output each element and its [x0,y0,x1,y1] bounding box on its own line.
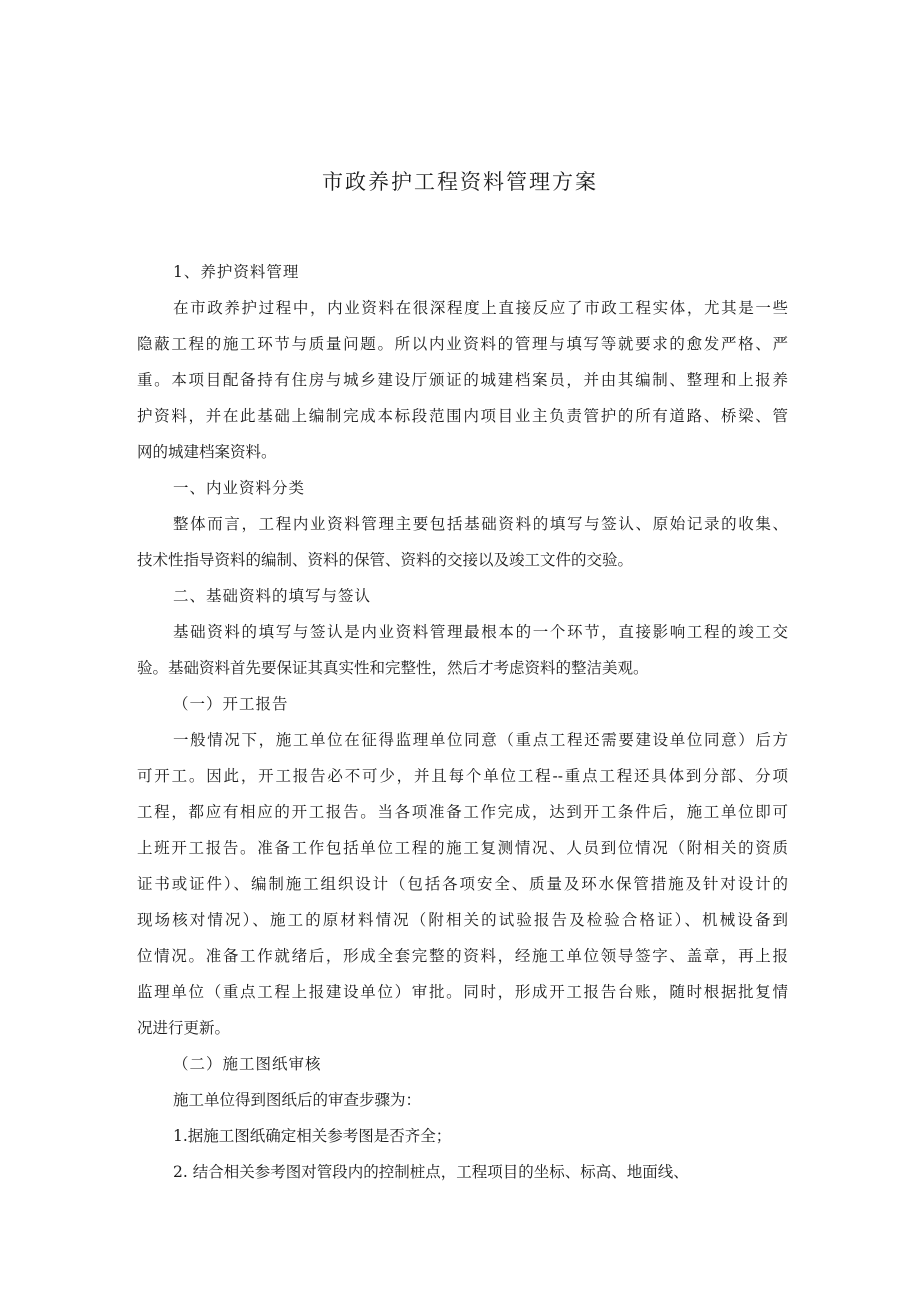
paragraph-line: 现场核对情况）、施工的原材料情况（附相关的试验报告及检验合格证）、机械设备到 [137,911,788,929]
section-heading: 一、内业资料分类 [173,479,306,497]
section-heading: 二、基础资料的填写与签认 [173,587,372,605]
paragraph-line: 工程，都应有相应的开工报告。当各项准备工作完成，达到开工条件后，施工单位即可 [137,803,788,821]
paragraph-line: 施工单位得到图纸后的审查步骤为： [173,1091,422,1109]
paragraph-line: 况进行更新。 [137,1019,231,1037]
paragraph-line: 1.据施工图纸确定相关参考图是否齐全； [173,1127,452,1145]
paragraph-line: 验。基础资料首先要保证其真实性和完整性，然后才考虑资料的整洁美观。 [137,659,649,677]
paragraph-line: 网的城建档案资料。 [137,443,277,461]
paragraph-line: 重。本项目配备持有住房与城乡建设厅颁证的城建档案员，并由其编制、整理和上报养 [137,371,788,389]
paragraph-line: 可开工。因此，开工报告必不可少，并且每个单位工程--重点工程还具体到分部、分项 [137,767,788,785]
paragraph-line: 整体而言，工程内业资料管理主要包括基础资料的填写与签认、原始记录的收集、 [173,515,788,533]
paragraph-line: 在市政养护过程中，内业资料在很深程度上直接反应了市政工程实体，尤其是一些 [173,299,788,317]
section-heading: （一）开工报告 [173,695,289,713]
paragraph-line: 一般情况下，施工单位在征得监理单位同意（重点工程还需要建设单位同意）后方 [173,731,788,749]
paragraph-line: 证书或证件）、编制施工组织设计（包括各项安全、质量及环水保管措施及针对设计的 [137,875,788,893]
paragraph-line: 护资料，并在此基础上编制完成本标段范围内项目业主负责管护的所有道路、桥梁、管 [137,407,788,425]
paragraph-line: 技术性指导资料的编制、资料的保管、资料的交接以及竣工文件的交验。 [137,551,634,569]
paragraph-line: 上班开工报告。准备工作包括单位工程的施工复测情况、人员到位情况（附相关的资质 [137,839,788,857]
section-heading: 1、养护资料管理 [173,263,300,281]
paragraph-line: 位情况。准备工作就绪后，形成全套完整的资料，经施工单位领导签字、盖章，再上报 [137,947,788,965]
section-heading: （二）施工图纸审核 [173,1055,322,1073]
paragraph-line: 监理单位（重点工程上报建设单位）审批。同时，形成开工报告台账，随时根据批复情 [137,983,788,1001]
paragraph-line: 基础资料的填写与签认是内业资料管理最根本的一个环节，直接影响工程的竣工交 [173,623,788,641]
paragraph-line: 隐蔽工程的施工环节与质量问题。所以内业资料的管理与填写等就要求的愈发严格、严 [137,335,788,353]
document-body [137,254,788,1190]
paragraph-line: 2. 结合相关参考图对管段内的控制桩点，工程项目的坐标、标高、地面线、 [173,1163,689,1181]
document-title: 市政养护工程资料管理方案 [322,170,598,194]
